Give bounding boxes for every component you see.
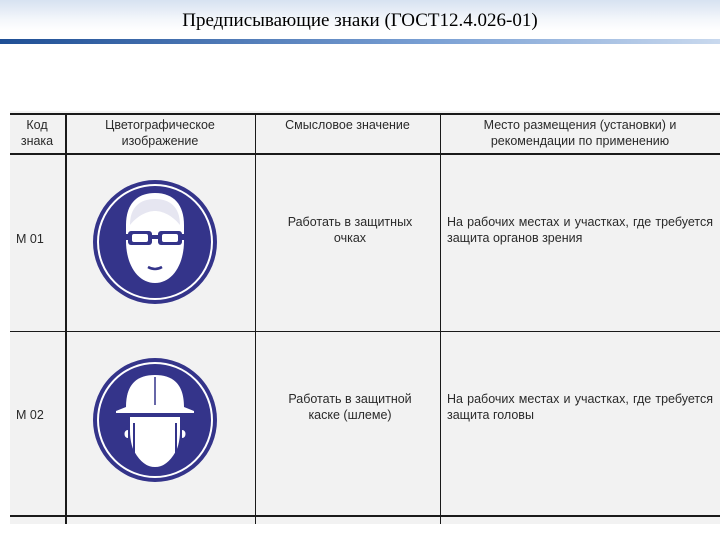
row-code: М 01 [16,232,44,246]
column-divider [255,113,256,524]
safety-helmet-sign-icon [92,357,218,483]
row-placement: На рабочих местах и участках, где требуется защита головы [447,392,713,422]
header-code: Код знака [20,118,54,148]
header-image: Цветографическое изображение [105,118,215,148]
safety-goggles-sign-icon [92,179,218,305]
row-code: М 02 [16,408,44,422]
table-top-rule [10,113,720,115]
signs-table [10,111,720,524]
row-meaning: Работать в защитной каске (шлеме) [288,392,412,422]
column-divider [65,113,67,524]
header-meaning: Смысловое значение [285,118,410,132]
row-meaning: Работать в защитных очках [287,215,413,245]
table-bottom-rule [10,515,720,517]
header-bottom-rule [10,153,720,155]
row-divider [10,331,720,332]
header-placement: Место размещения (установки) и рекомендации по применению [483,118,677,148]
slide-title: Предписывающие знаки (ГОСТ12.4.026-01) [182,10,538,31]
column-divider [440,113,441,524]
row-placement: На рабочих местах и участках, где требуется защита органов зрения [447,215,713,245]
